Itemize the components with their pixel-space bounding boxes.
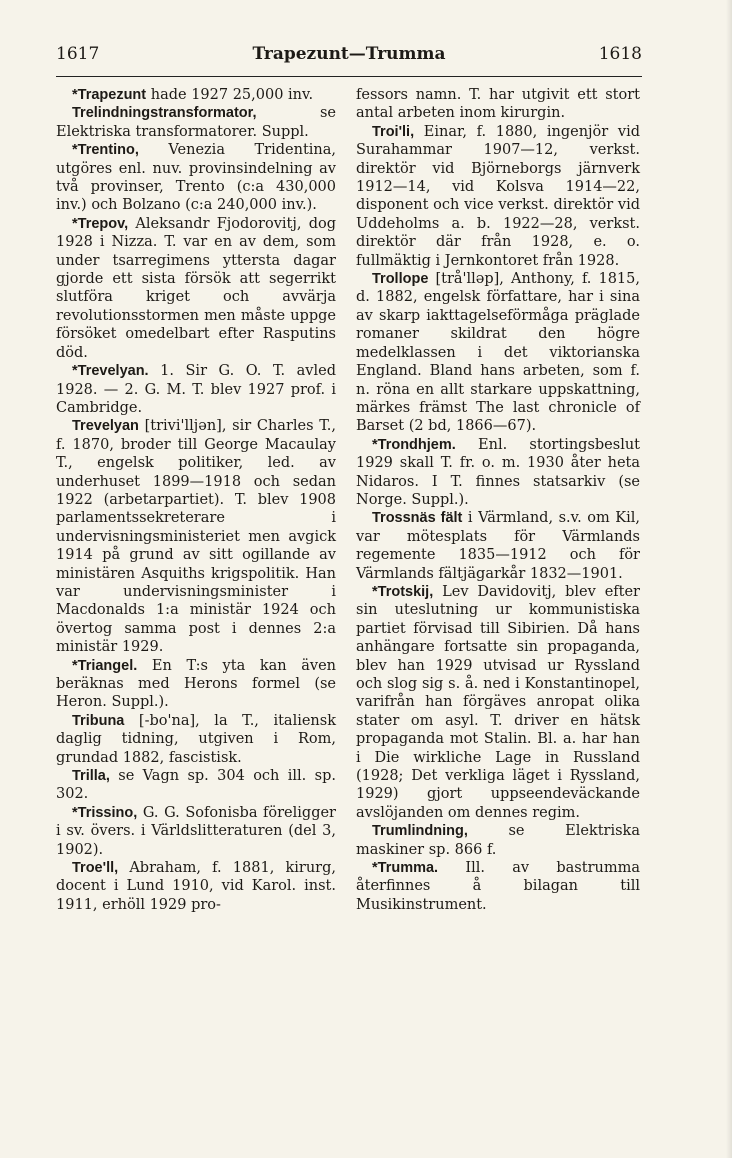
entry xyxy=(56,86,336,104)
entry xyxy=(356,509,640,583)
entry-text: Ill. av bastrumma återfinnes å bilagan till Musikinstrument. xyxy=(356,860,640,913)
entry xyxy=(356,583,640,822)
headword: *Triangel. xyxy=(72,657,138,674)
entry-text: Enl. stortingsbeslut 1929 skall T. fr. o. m. 1930 åter heta Nidaros. I T. finnes statsarkiv (se Norge. Suppl.). xyxy=(356,436,640,508)
entry-text: Lev Davidovitj, blev efter sin uteslutning ur kommunistiska partiet förvisad till Sibirien. Då hans anhängare fortsatte sin propaganda, blev han 1929 utvisad ur Ryssland och slog sig s. å. ned i Konstantinopel, varifrån han förgäves anropat olika stater om asyl. T. driver en hätsk propaganda mot Stalin. Bl. a. har han i Die wirkliche Lage in Russland (1928; Det verkliga läget i Ryssland, 1929) gjort uppseendeväckande avslöjanden om dennes regim. xyxy=(356,583,640,821)
entry-text: se Elektriska maskiner sp. 866 f. xyxy=(356,823,640,858)
entry xyxy=(356,123,640,270)
headword: *Trentino, xyxy=(72,142,139,159)
entry-text: En T:s yta kan även beräknas med Herons formel (se Heron. Suppl.). xyxy=(56,657,336,711)
entry-text: [-bo'na], la T., italiensk daglig tidning, utgiven i Rom, grundad 1882, fascistisk. xyxy=(56,712,336,766)
entry xyxy=(56,712,336,767)
entry xyxy=(56,104,336,141)
entry xyxy=(356,859,640,914)
headword: *Trapezunt xyxy=(72,87,147,103)
entry xyxy=(56,417,336,656)
right-page-number: 1618 xyxy=(598,44,642,64)
entry-text: i Värmland, s.v. om Kil, var mötesplats för Värmlands regemente 1835—1912 och för Värmlands fältjägarkår 1832—1901. xyxy=(356,510,640,582)
headword: *Trissino, xyxy=(72,804,138,821)
left-page-number: 1617 xyxy=(56,44,100,64)
entry-text: G. G. Sofonisba föreligger i sv. övers. i Världslitteraturen (del 3, 1902). xyxy=(56,804,336,858)
entry xyxy=(356,270,640,436)
headword: Troe'll, xyxy=(72,860,119,877)
entry-text: [trivi'lljən], sir Charles T., f. 1870, broder till George Macaulay T., engelsk politiker, led. av underhuset 1899—1918 och sedan 1922 (arbetarpartiet). T. blev 1908 parlamentssekreterare i undervisningsministeriet men avgick 1914 på grund av sitt ogillande av ministären Asquiths krigspolitik. Han var undervisningsminister i Macdonalds 1:a ministär 1924 och övertog samma post i dennes 2:a ministär 1929. xyxy=(56,418,336,656)
entry-text: se Vagn sp. 304 och ill. sp. 302. xyxy=(56,768,336,803)
headword: Trollope xyxy=(372,271,429,288)
headword: Trumlindning, xyxy=(372,823,468,840)
entry xyxy=(56,767,336,804)
entry-text: Aleksandr Fjodorovitj, dog 1928 i Nizza. T. var en av dem, som under tsarregimens yttersta dagar gjorde ett sista försök att segerrikt slutföra kriget och avvärja revolutionsstormen men måste uppge försöket omedelbart efter Rasputins död. xyxy=(56,215,336,361)
headword: Trilla, xyxy=(72,768,110,785)
entry-text: se Elektriska transformatorer. Suppl. xyxy=(56,105,336,140)
entry-text: 1. Sir G. O. T. avled 1928. — 2. G. M. T. blev 1927 prof. i Cambridge. xyxy=(56,363,336,416)
left-column xyxy=(56,86,336,914)
headword: Trossnäs fält xyxy=(372,510,463,527)
headword: *Trepov, xyxy=(72,215,129,232)
entry xyxy=(56,362,336,417)
entry-continuation xyxy=(356,86,640,123)
entry-text: Abraham, f. 1881, kirurg, docent i Lund 1910, vid Karol. inst. 1911, erhöll 1929 pro- xyxy=(56,860,336,913)
entry xyxy=(56,804,336,859)
headword: *Trevelyan. xyxy=(72,363,149,380)
entry xyxy=(356,822,640,859)
entry-text: Einar, f. 1880, ingenjör vid Surahammar 1907—12, verkst. direktör vid Björneborgs järnverk 1912—14, vid Kolsva 1914—22, disponent och vice verkst. direktör vid Uddeholms a. b. 1922—28, verkst. direktör där från 1928, e. o. fullmäktig i Jernkontoret från 1928. xyxy=(356,123,640,269)
headword: *Trondhjem. xyxy=(372,436,456,453)
entry xyxy=(56,859,336,914)
header-rule xyxy=(56,76,642,77)
entry xyxy=(56,215,336,362)
running-title: Trapezunt—Trumma xyxy=(252,44,446,64)
entry xyxy=(356,436,640,510)
entry-text: fessors namn. T. har utgivit ett stort antal arbeten inom kirurgin. xyxy=(356,87,640,122)
entry xyxy=(56,141,336,215)
entry-text: [trå'lləp], Anthony, f. 1815, d. 1882, engelsk författare, har i sina av skarp iakttagelseförmåga präglade romaner skildrat den högre medelklassen i det viktorianska England. Bland hans arbeten, som f. n. röna en allt starkare uppskattning, märkes främst The last chronicle of Barset (2 bd, 1866—67). xyxy=(356,271,640,435)
page-header xyxy=(56,44,642,72)
page-edge-shadow xyxy=(726,0,732,1158)
entry-text: hade 1927 25,000 inv. xyxy=(146,87,314,103)
headword: Tribuna xyxy=(72,712,125,729)
headword: Troi'li, xyxy=(372,123,415,140)
right-column xyxy=(356,86,640,914)
headword: Trevelyan xyxy=(72,418,139,435)
headword: *Trumma. xyxy=(372,860,439,877)
headword: *Trotskij, xyxy=(372,583,434,600)
entry xyxy=(56,657,336,712)
entry-text: Venezia Tridentina, utgöres enl. nuv. provinsindelning av två provinser, Trento (c:a 430,000 inv.) och Bolzano (c:a 240,000 inv.). xyxy=(56,142,336,214)
headword: Trelindningstransformator, xyxy=(72,105,257,122)
